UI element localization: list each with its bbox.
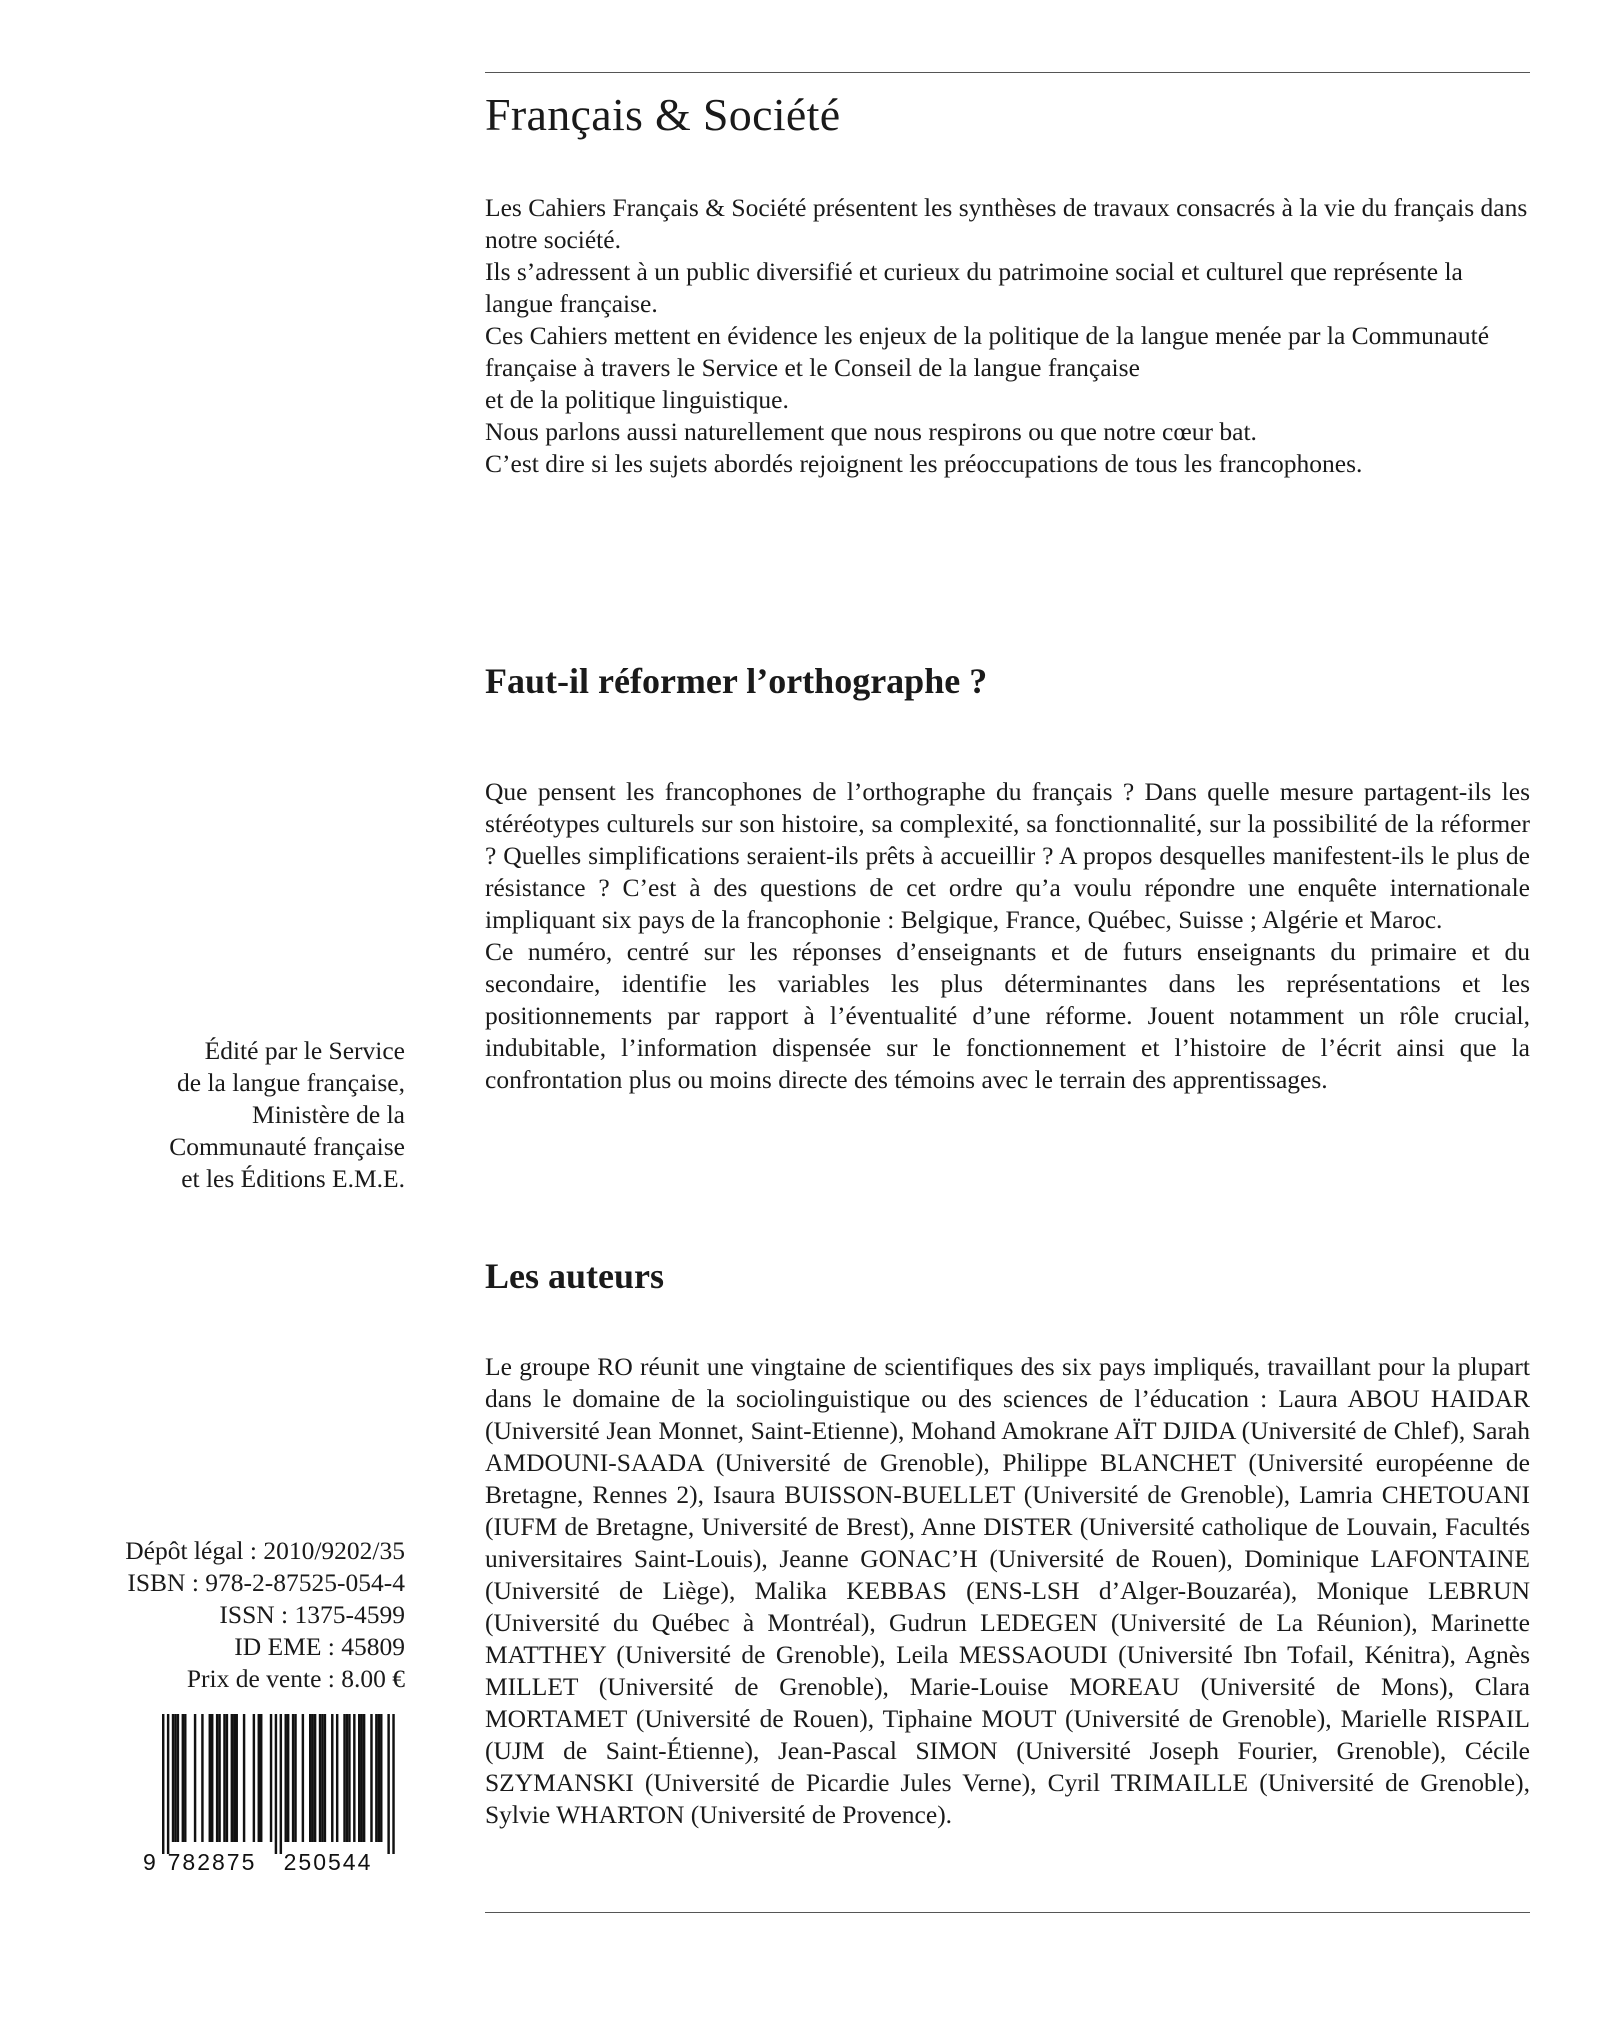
barcode-bar	[348, 1714, 350, 1842]
top-rule	[485, 72, 1530, 73]
barcode-bar	[243, 1714, 245, 1842]
barcode-bar	[236, 1714, 238, 1842]
series-title: Français & Société	[485, 89, 841, 140]
barcode-bar	[319, 1714, 321, 1842]
authors-text: Le groupe RO réunit une vingtaine de scientifiques des six pays impliqués, travaillant pour la plupart dans le domaine de la sociolinguistique ou des sciences de l’éducation : Laura ABOU HAIDAR (Université Jean Monnet, Saint-Etienne), Mohand Amokrane AÏT DJIDA (Université de Chlef), Sarah AMDOUNI-SAADA (Université de Grenoble), Philippe BLANCHET (Université européenne de Bretagne, Rennes 2), Isaura BUISSON-BUELLET (Université de Grenoble), Lamria CHETOUANI (IUFM de Bretagne, Université de Brest), Anne DISTER (Université catholique de Louvain, Facultés universitaires Saint-Louis), Jeanne GONAC’H (Université de Rouen), Dominique LAFONTAINE (Université de Liège), Malika KEBBAS (ENS-LSH d’Alger-Bouzaréa), Monique LEBRUN (Université du Québec à Montréal), Gudrun LEDEGEN (Université de La Réunion), Marinette MATTHEY (Université de Grenoble), Leila MESSAOUDI (Université Ibn Tofail, Kénitra), Agnès MILLET (Université de Grenoble), Marie-Louise MOREAU (Université de Mons), Clara MORTAMET (Université de Rouen), Tiphaine MOUT (Université de Grenoble), Marielle RISPAIL (UJM de Saint-Étienne), Jean-Pascal SIMON (Université Joseph Fourier, Grenoble), Cécile SZYMANSKI (Université de Picardie Jules Verne), Cyril TRIMAILLE (Université de Grenoble), Sylvie WHARTON (Université de Provence).	[485, 1352, 1530, 1829]
publisher-line: de la langue française,	[177, 1068, 405, 1097]
barcode-bar	[167, 1714, 169, 1854]
legal-info	[0, 1535, 405, 1695]
barcode-bars	[162, 1714, 395, 1854]
barcode-bar	[287, 1714, 289, 1842]
barcode-bar	[216, 1714, 218, 1842]
barcode-bar	[182, 1714, 184, 1842]
barcode-bar	[209, 1714, 211, 1842]
intro-paragraph: C’est dire si les sujets abordés rejoignent les préoccupations de tous les francophones.	[485, 449, 1363, 478]
authors-heading: Les auteurs	[485, 1256, 664, 1296]
barcode-bar	[380, 1714, 382, 1842]
publisher-info	[0, 1035, 405, 1195]
series-description	[485, 192, 1530, 480]
barcode-bar	[270, 1714, 272, 1842]
barcode-bar	[309, 1714, 311, 1842]
barcode-bar	[346, 1714, 348, 1842]
issn: ISSN : 1375-4599	[219, 1600, 405, 1629]
price: Prix de vente : 8.00 €	[186, 1664, 405, 1693]
bottom-rule	[485, 1912, 1530, 1913]
barcode-bar	[370, 1714, 372, 1842]
barcode-digits-left: 782875	[167, 1849, 257, 1874]
publisher-line: Édité par le Service	[204, 1036, 405, 1065]
legal-deposit: Dépôt légal : 2010/9202/35	[125, 1536, 405, 1565]
summary-paragraph: Ce numéro, centré sur les réponses d’enseignants et de futurs enseignants du primaire et du secondaire, identifie les variables les plus déterminantes dans les représentations et les positionnements par rapport à l’éventualité d’une réforme. Jouent notamment un rôle crucial, indubitable, l’information dispensée sur le fonctionnement et l’histoire de l’écrit ainsi que la confrontation plus ou moins directe des témoins avec le terrain des apprentissages.	[485, 937, 1530, 1094]
book-title: Faut-il réformer l’orthographe ?	[485, 661, 988, 701]
barcode-bar	[292, 1714, 294, 1842]
barcode-bar	[172, 1714, 174, 1842]
barcode-bar	[375, 1714, 377, 1842]
eme-id: ID EME : 45809	[234, 1632, 405, 1661]
barcode-bar	[233, 1714, 235, 1842]
publisher-line: Ministère de la	[252, 1100, 405, 1129]
barcode-bar	[285, 1714, 287, 1842]
barcode-bar	[314, 1714, 316, 1842]
barcode-bar	[378, 1714, 380, 1842]
barcode-bar	[360, 1714, 362, 1842]
barcode-bar	[231, 1714, 233, 1842]
barcode-bar	[353, 1714, 355, 1842]
barcode-bar	[177, 1714, 179, 1842]
intro-paragraph: Ces Cahiers mettent en évidence les enjeux de la politique de la langue menée par la Communauté française à travers le Service et le Conseil de la langue française	[485, 321, 1490, 382]
barcode-bar	[331, 1714, 333, 1842]
barcode-bar	[174, 1714, 176, 1842]
publisher-line: et les Éditions E.M.E.	[181, 1164, 405, 1193]
publisher-line: Communauté française	[169, 1132, 405, 1161]
intro-paragraph: Les Cahiers Français & Société présentent les synthèses de travaux consacrés à la vie du français dans notre société.	[485, 193, 1528, 254]
barcode-bar	[194, 1714, 196, 1842]
barcode-digit-first: 9	[143, 1849, 156, 1874]
barcode-bar	[294, 1714, 296, 1842]
barcode-bar	[363, 1714, 365, 1842]
barcode-bar	[311, 1714, 313, 1842]
barcode-bar	[392, 1714, 394, 1854]
barcode-bar	[211, 1714, 213, 1842]
intro-paragraph: et de la politique linguistique.	[485, 385, 789, 414]
barcode-bar	[324, 1714, 326, 1842]
intro-paragraph: Nous parlons aussi naturellement que nous respirons ou que notre cœur bat.	[485, 417, 1257, 446]
barcode-bar	[253, 1714, 255, 1842]
barcode-bar	[184, 1714, 186, 1842]
barcode-bar	[275, 1714, 277, 1854]
barcode-bar	[162, 1714, 164, 1854]
isbn: ISBN : 978-2-87525-054-4	[127, 1568, 405, 1597]
barcode-bar	[258, 1714, 260, 1842]
barcode-bar	[223, 1714, 225, 1842]
barcode-bar	[321, 1714, 323, 1842]
barcode-bar	[358, 1714, 360, 1842]
barcode-bar	[336, 1714, 338, 1842]
barcode	[140, 1712, 398, 1874]
barcode-bar	[201, 1714, 203, 1842]
barcode-digits-right: 250544	[283, 1849, 373, 1874]
summary-paragraph: Que pensent les francophones de l’orthographe du français ? Dans quelle mesure partagent-ils les stéréotypes culturels sur son histoire, sa complexité, sa fonctionnalité, sur la possibilité de la réformer ? Quelles simplifications seraient-ils prêts à accueillir ? A propos desquelles manifestent-ils le plus de résistance ? C’est à des questions de cet ordre qu’a voulu répondre une enquête internationale impliquant six pays de la francophonie : Belgique, France, Québec, Suisse ; Algérie et Maroc.	[485, 777, 1530, 934]
intro-paragraph: Ils s’adressent à un public diversifié et curieux du patrimoine social et culturel que représente la langue française.	[485, 257, 1463, 318]
barcode-bar	[280, 1714, 282, 1854]
barcode-bar	[218, 1714, 220, 1842]
barcode-bar	[302, 1714, 304, 1842]
barcode-bar	[226, 1714, 228, 1842]
barcode-bar	[387, 1714, 389, 1854]
barcode-bar	[343, 1714, 345, 1842]
barcode-bar	[260, 1714, 262, 1842]
book-summary	[485, 776, 1530, 1096]
